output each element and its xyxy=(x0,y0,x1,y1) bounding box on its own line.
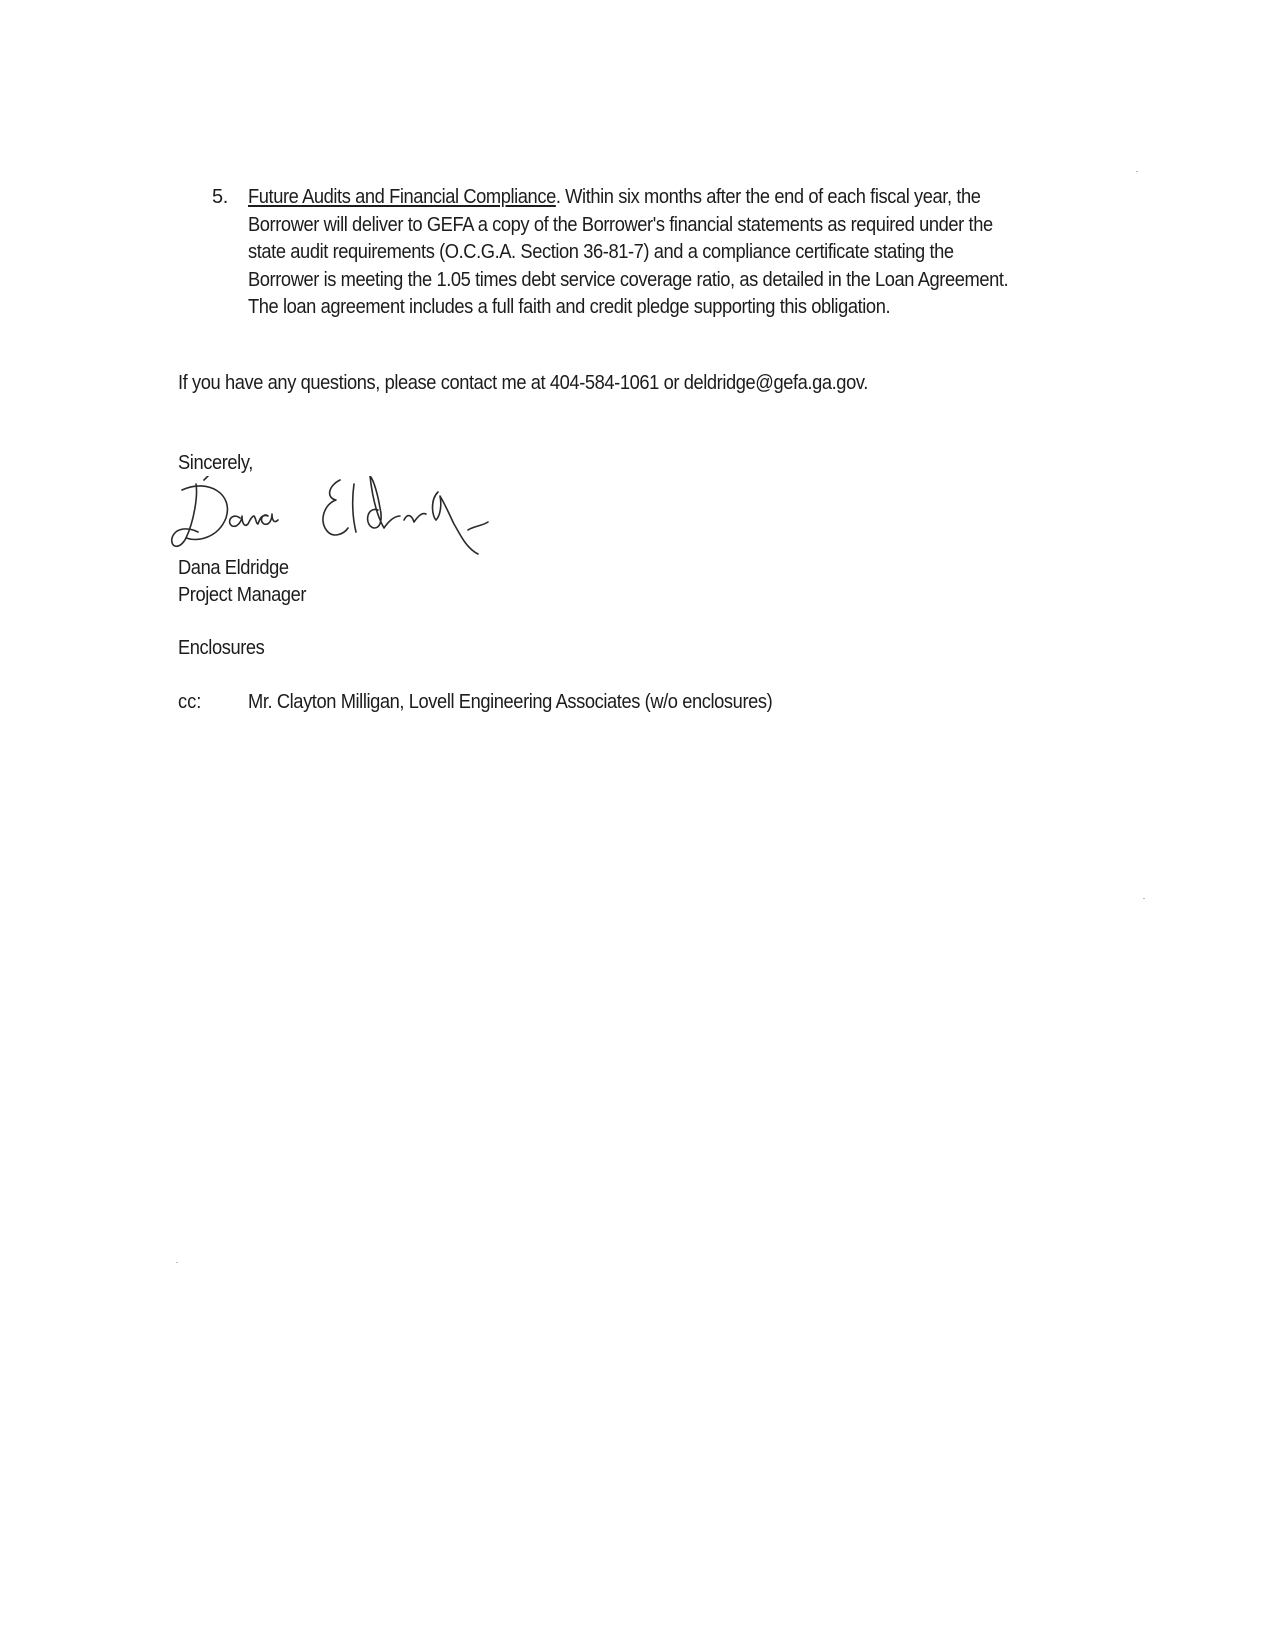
item-line-4: Borrower is meeting the 1.05 times debt service coverage ratio, as detailed in the Loan Agreement. xyxy=(248,268,1009,291)
cc-label: cc: xyxy=(178,691,202,713)
numbered-item-5 xyxy=(212,184,1112,322)
item-heading: Future Audits and Financial Compliance xyxy=(248,186,556,208)
cc-recipient: Mr. Clayton Milligan, Lovell Engineering Associates (w/o enclosures) xyxy=(248,691,773,713)
item-body xyxy=(248,184,1039,322)
item-line-1 xyxy=(248,184,1039,212)
item-line-2: Borrower will deliver to GEFA a copy of the Borrower's financial statements as required under the xyxy=(248,213,993,236)
item-number: 5. xyxy=(212,186,228,208)
enclosures-line: Enclosures xyxy=(178,637,265,659)
signer-name: Dana Eldridge xyxy=(178,557,289,579)
item-line-3: state audit requirements (O.C.G.A. Section 36-81-7) and a compliance certificate stating the xyxy=(248,241,954,263)
item-line-1-rest: . Within six months after the end of each fiscal year, the xyxy=(555,186,981,208)
item-line-5: The loan agreement includes a full faith and credit pledge supporting this obligation. xyxy=(248,296,891,318)
scan-speck xyxy=(1136,171,1138,172)
closing: Sincerely, xyxy=(178,452,253,474)
scan-speck xyxy=(1143,898,1145,899)
contact-line: If you have any questions, please contact me at 404-584-1061 or deldridge@gefa.ga.gov. xyxy=(178,372,868,394)
signer-title: Project Manager xyxy=(178,584,307,606)
scan-speck xyxy=(176,1262,178,1263)
